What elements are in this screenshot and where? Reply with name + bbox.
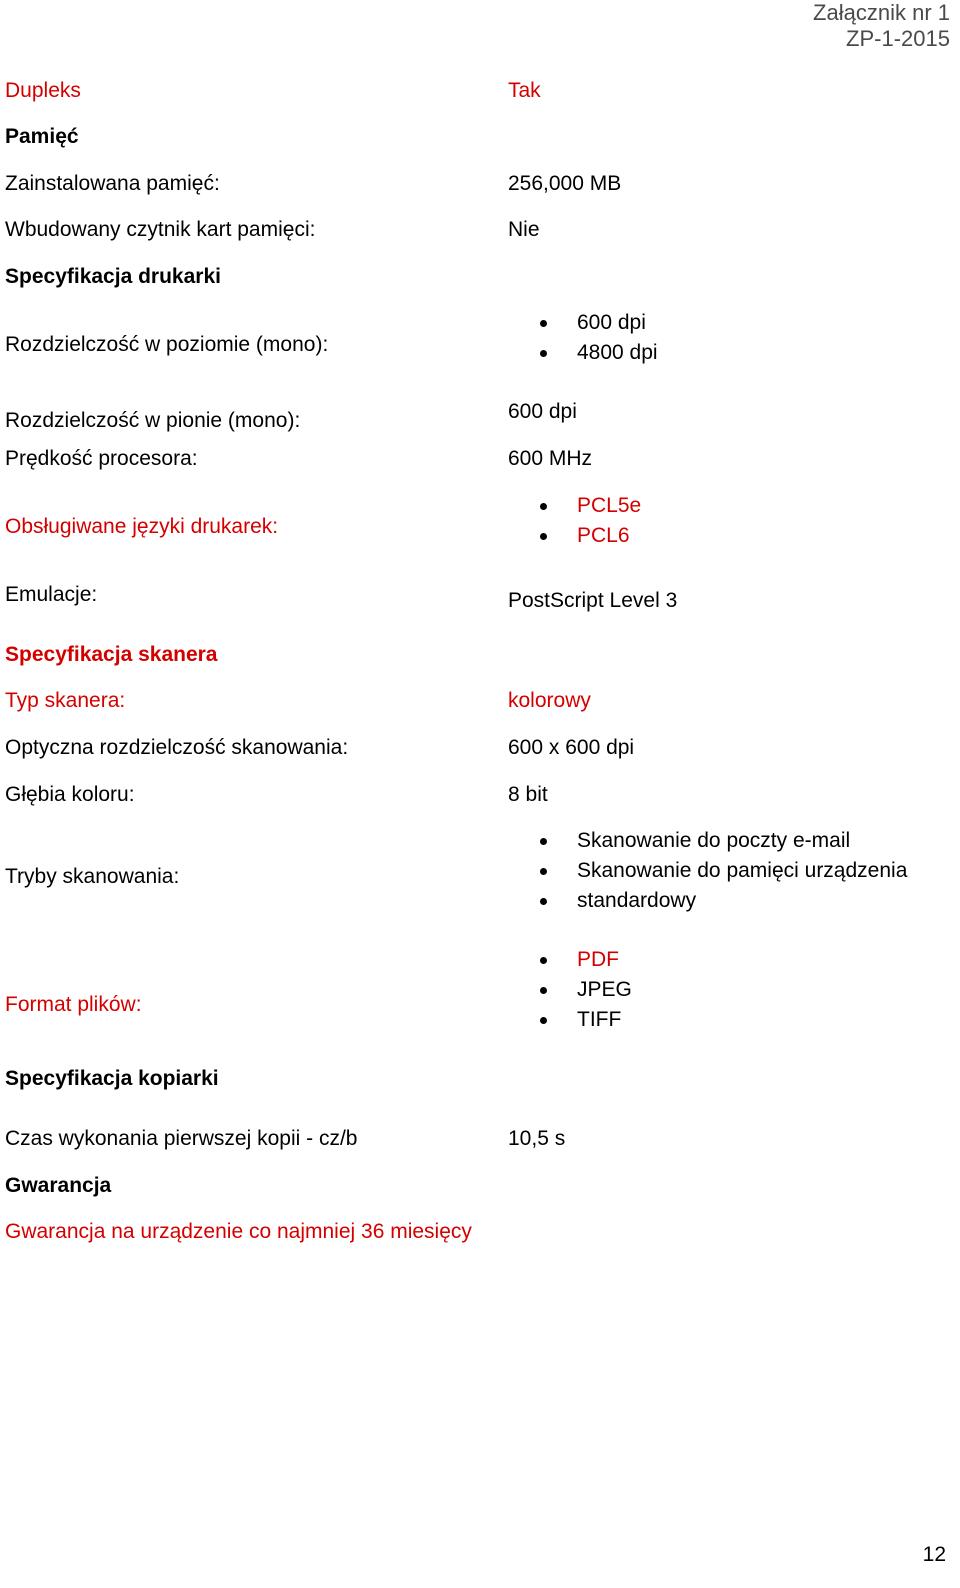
label-pamiec: Zainstalowana pamięć: bbox=[5, 172, 220, 195]
list-item: PDF bbox=[540, 945, 632, 975]
label-glebia: Głębia koloru: bbox=[5, 783, 135, 806]
label-tryby: Tryby skanowania: bbox=[5, 865, 180, 888]
header-annex: Załącznik nr 1 bbox=[813, 0, 950, 25]
list-item: PCL5e bbox=[540, 491, 641, 521]
list-jezyki bbox=[540, 491, 641, 551]
list-item: TIFF bbox=[540, 1005, 632, 1035]
list-rozdz-poziom bbox=[540, 308, 658, 368]
label-procesor: Prędkość procesora: bbox=[5, 447, 198, 470]
list-format bbox=[540, 945, 632, 1035]
list-item: PCL6 bbox=[540, 521, 641, 551]
list-item: 600 dpi bbox=[540, 308, 658, 338]
header-block bbox=[813, 0, 950, 52]
label-rozdz-poziom: Rozdzielczość w poziomie (mono): bbox=[5, 333, 329, 356]
value-czytnik: Nie bbox=[508, 218, 540, 241]
list-item: JPEG bbox=[540, 975, 632, 1005]
list-tryby bbox=[540, 826, 907, 916]
label-format: Format plików: bbox=[5, 993, 142, 1016]
value-procesor: 600 MHz bbox=[508, 447, 593, 470]
value-emulacje: PostScript Level 3 bbox=[508, 589, 678, 612]
heading-kopiarka-text: Specyfikacja kopiarki bbox=[5, 1067, 219, 1090]
value-czas-kopii: 10,5 s bbox=[508, 1127, 566, 1150]
list-item: 4800 dpi bbox=[540, 338, 658, 368]
page-number: 12 bbox=[922, 1543, 946, 1566]
value-dupleks: Tak bbox=[508, 79, 541, 102]
header-ref: ZP-1-2015 bbox=[846, 26, 950, 51]
label-typ-skanera: Typ skanera: bbox=[5, 689, 126, 712]
label-opt-rozdz: Optyczna rozdzielczość skanowania: bbox=[5, 736, 349, 759]
heading-drukarka-text: Specyfikacja drukarki bbox=[5, 265, 221, 288]
label-emulacje: Emulacje: bbox=[5, 583, 98, 606]
list-item: standardowy bbox=[540, 886, 907, 916]
value-glebia: 8 bit bbox=[508, 783, 548, 806]
list-item: Skanowanie do poczty e-mail bbox=[540, 826, 907, 856]
label-czytnik: Wbudowany czytnik kart pamięci: bbox=[5, 218, 316, 241]
label-rozdz-pion: Rozdzielczość w pionie (mono): bbox=[5, 409, 301, 432]
gwarancja-text: Gwarancja na urządzenie co najmniej 36 miesięcy bbox=[5, 1220, 472, 1243]
value-typ-skanera: kolorowy bbox=[508, 689, 591, 712]
list-item: Skanowanie do pamięci urządzenia bbox=[540, 856, 907, 886]
heading-gwarancja-text: Gwarancja bbox=[5, 1174, 112, 1197]
value-pamiec: 256,000 MB bbox=[508, 172, 622, 195]
label-dupleks: Dupleks bbox=[5, 79, 81, 102]
value-opt-rozdz: 600 x 600 dpi bbox=[508, 736, 635, 759]
label-czas-kopii: Czas wykonania pierwszej kopii - cz/b bbox=[5, 1127, 358, 1150]
label-jezyki: Obsługiwane języki drukarek: bbox=[5, 515, 279, 538]
heading-pamiec-text: Pamięć bbox=[5, 125, 79, 148]
value-rozdz-pion: 600 dpi bbox=[508, 400, 577, 423]
heading-skaner-text: Specyfikacja skanera bbox=[5, 643, 218, 666]
